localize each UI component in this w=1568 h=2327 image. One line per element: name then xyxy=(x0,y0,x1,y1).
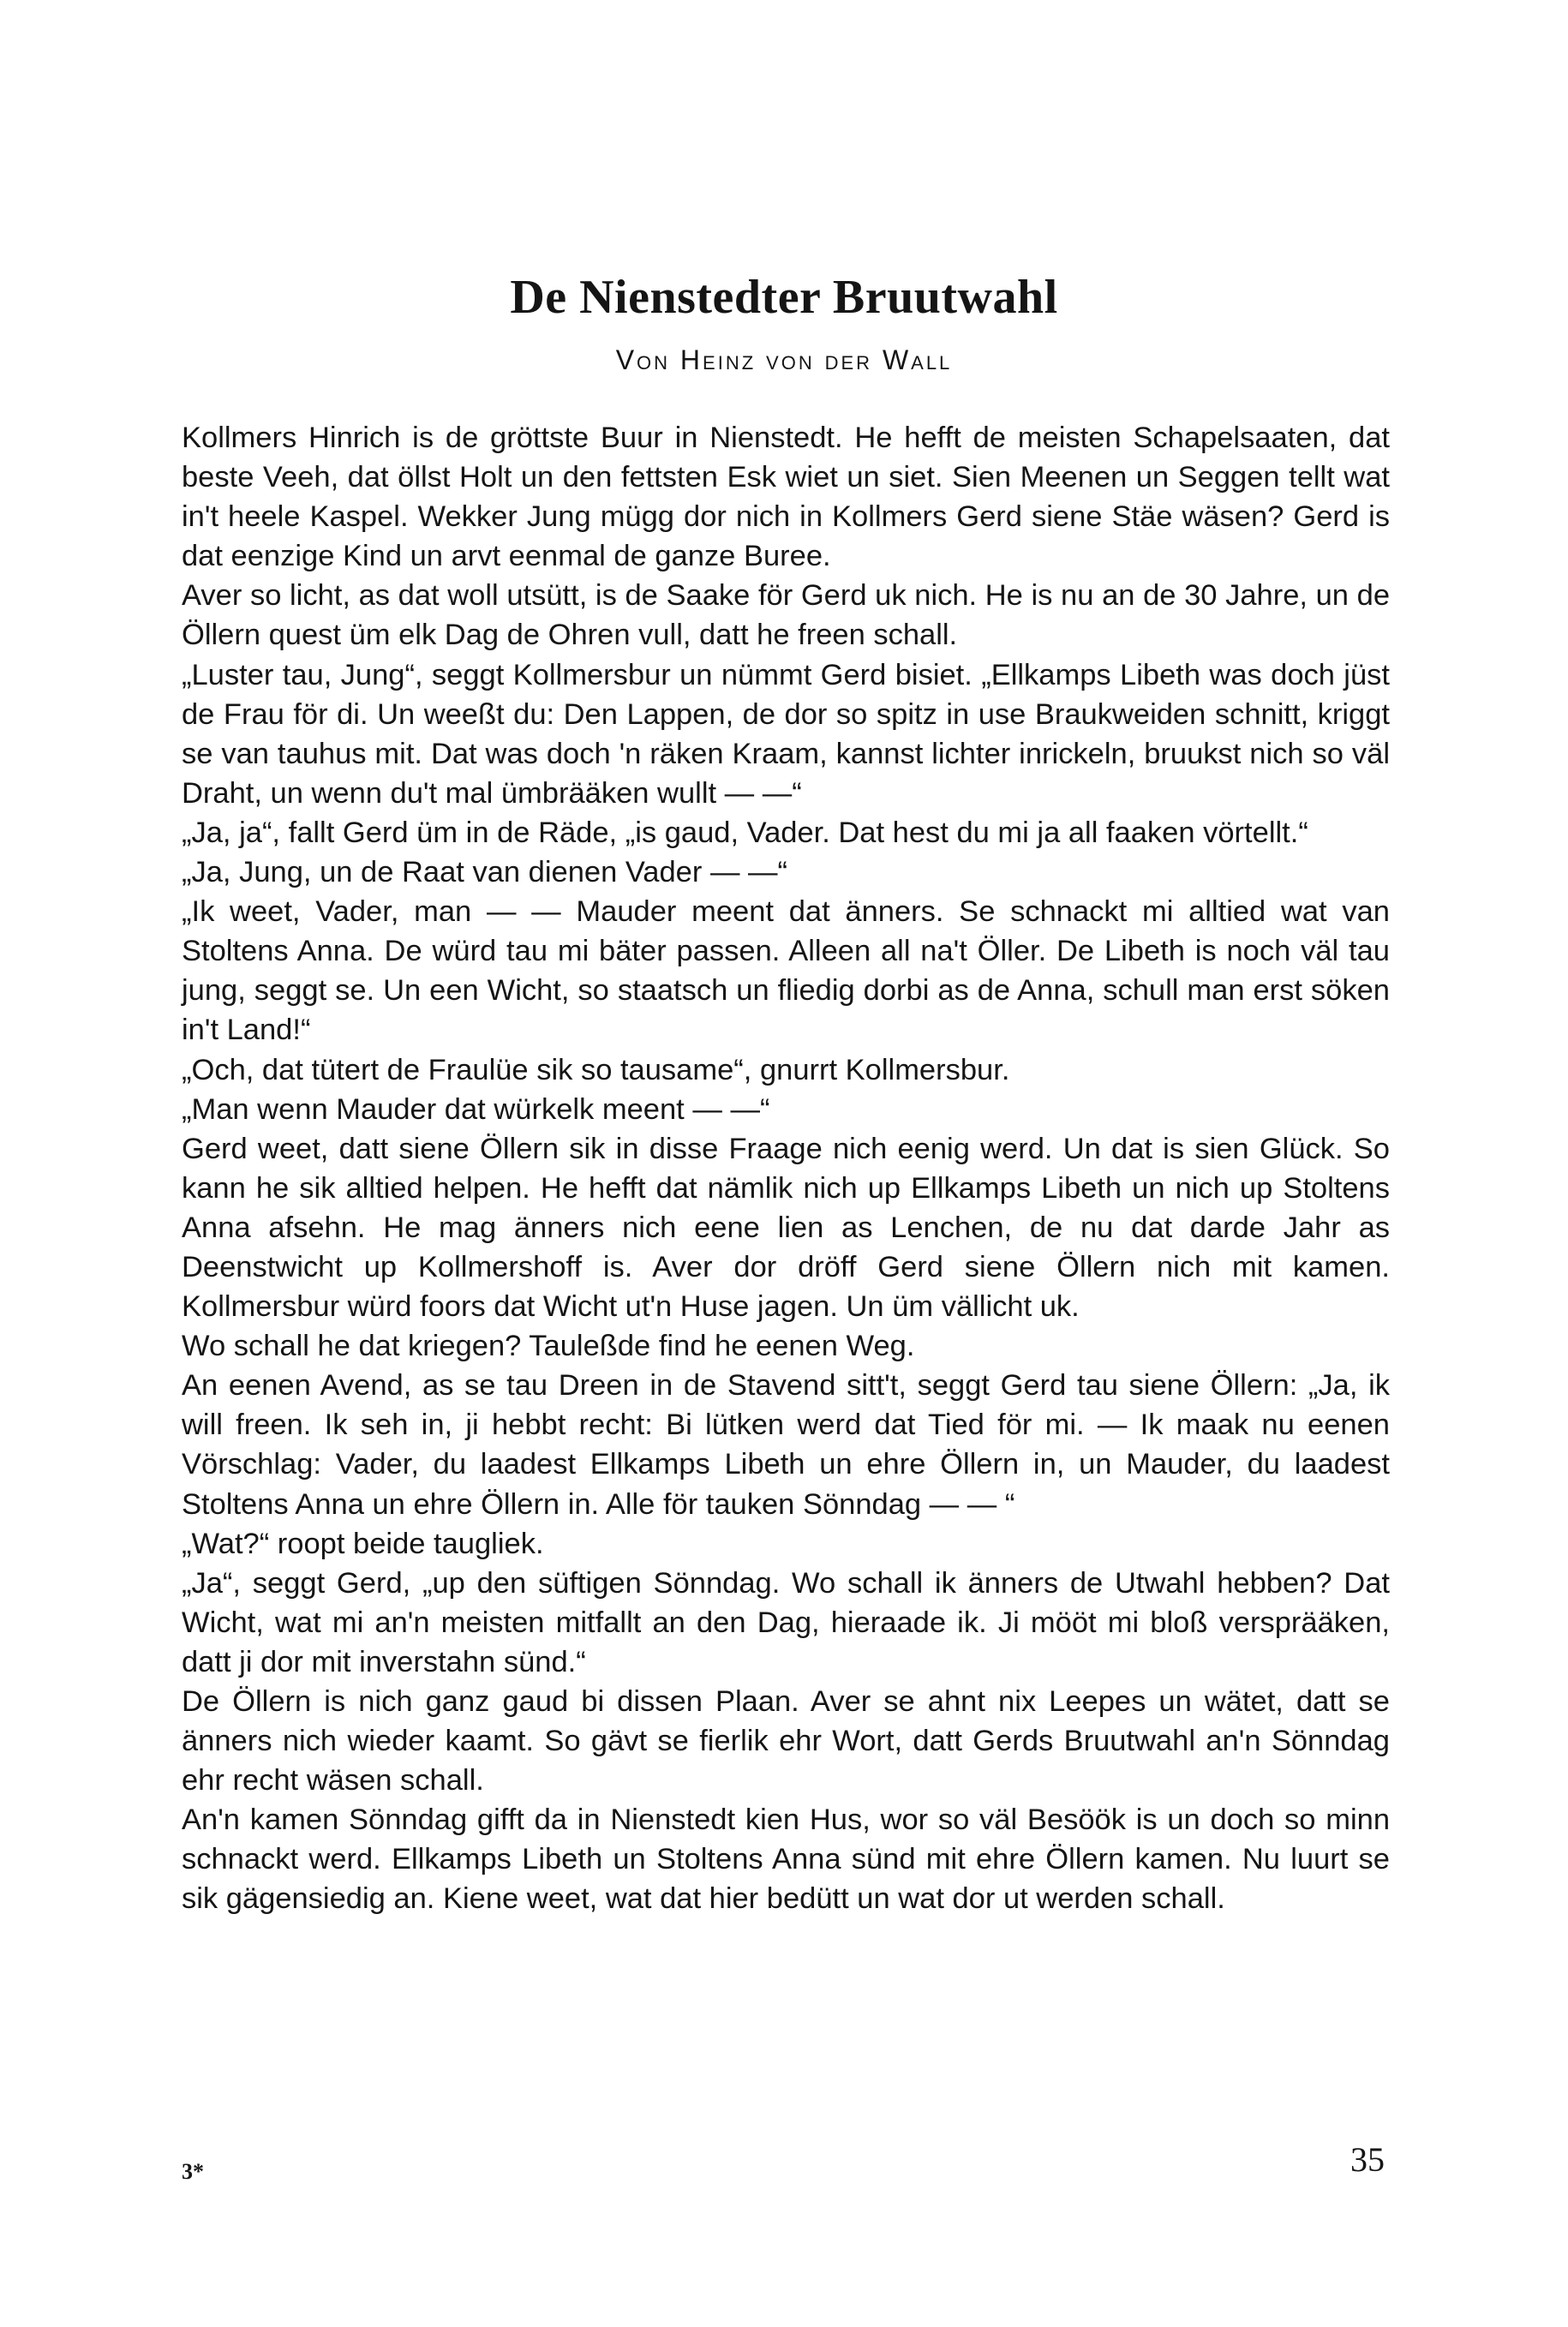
paragraph: An'n kamen Sönndag gifft da in Nienstedt kien Hus, wor so väl Besöök is un doch so minn schnackt werd. Ellkamps Libeth un Stoltens Anna sünd mit ehre Öllern kamen. Nu luurt se sik gägensiedig an. Kiene weet, wat dat hier bedütt un wat dor ut werden schall. xyxy=(182,1804,1390,1916)
article-body xyxy=(182,418,1390,1919)
paragraph: An eenen Avend, as se tau Dreen in de Stavend sitt't, seggt Gerd tau siene Öllern: „Ja, ik will freen. Ik seh in, ji hebbt recht: Bi lütken werd dat Tied för mi. — Ik maak nu eenen Vörschlag: Vader, du laadest Ellkamps Libeth un ehre Öllern in, un Mauder, du laadest Stoltens Anna un ehre Öllern in. Alle för tauken Sönndag — — “ xyxy=(182,1369,1390,1521)
paragraph: „Ja“, seggt Gerd, „up den süftigen Sönndag. Wo schall ik änners de Utwahl hebben? Dat Wicht, wat mi an'n meisten mitfallt an den Dag, hieraade ik. Ji mööt mi bloß versprääken, datt ji dor mit inverstahn sünd.“ xyxy=(182,1566,1390,1678)
paragraph: „Man wenn Mauder dat würkelk meent — —“ xyxy=(182,1092,770,1126)
byline: Von Heinz von der Wall xyxy=(615,344,953,375)
page-number: 35 xyxy=(1350,2140,1385,2179)
signature-mark: 3* xyxy=(182,2159,204,2184)
paragraph: „Luster tau, Jung“, seggt Kollmersbur un nümmt Gerd bisiet. „Ellkamps Libeth was doch jüst de Frau för di. Un weeßt du: Den Lappen, de dor so spitz in use Braukweiden schnitt, kriggt se van tauhus mit. Dat was doch 'n räken Kraam, kannst lichter inrickeln, bruukst nich so väl Draht, un wenn du't mal ümbrääken wullt — —“ xyxy=(182,658,1390,810)
paragraph: De Öllern is nich ganz gaud bi dissen Plaan. Aver se ahnt nix Leepes un wätet, datt se änners nich wieder kaamt. So gävt se fierlik ehr Wort, datt Gerds Bruutwahl an'n Sönndag ehr recht wäsen schall. xyxy=(182,1685,1390,1798)
paragraph: Wo schall he dat kriegen? Tauleßde find he eenen Weg. xyxy=(182,1330,915,1363)
page-title: De Nienstedter Bruutwahl xyxy=(510,271,1058,324)
paragraph: „Wat?“ roopt beide taugliek. xyxy=(182,1527,544,1560)
paragraph: Gerd weet, datt siene Öllern sik in disse Fraage nich eenig werd. Un dat is sien Glück. So kann he sik alltied helpen. He hefft dat nämlik nich up Ellkamps Libeth un nich up Stoltens Anna afsehn. He mag änners nich eene lien as Lenchen, de nu dat darde Jahr as Deenstwicht up Kollmershoff is. Aver dor dröff Gerd siene Öllern nich mit kamen. Kollmersbur würd foors dat Wicht ut'n Huse jagen. Un üm vällicht uk. xyxy=(182,1132,1390,1324)
paragraph: Aver so licht, as dat woll utsütt, is de Saake för Gerd uk nich. He is nu an de 30 Jahre, un de Öllern quest üm elk Dag de Ohren vull, datt he freen schall. xyxy=(182,579,1390,652)
paragraph: „Ja, ja“, fallt Gerd üm in de Räde, „is gaud, Vader. Dat hest du mi ja all faaken vörtellt.“ xyxy=(182,816,1308,849)
paragraph: „Ja, Jung, un de Raat van dienen Vader — —“ xyxy=(182,856,788,889)
paragraph: „Ik weet, Vader, man — — Mauder meent dat änners. Se schnackt mi alltied wat van Stoltens Anna. De würd tau mi bäter passen. Alleen all na't Öller. De Libeth is noch väl tau jung, seggt se. Un een Wicht, so staatsch un fliedig dorbi as de Anna, schull man erst söken in't Land!“ xyxy=(182,895,1390,1047)
paragraph: „Och, dat tütert de Fraulüe sik so tausame“, gnurrt Kollmersbur. xyxy=(182,1053,1010,1086)
paragraph: Kollmers Hinrich is de gröttste Buur in Nienstedt. He hefft de meisten Schapelsaaten, dat beste Veeh, dat öllst Holt un den fettsten Esk wiet un siet. Sien Meenen un Seggen tellt wat in't heele Kaspel. Wekker Jung mügg dor nich in Kollmers Gerd siene Stäe wäsen? Gerd is dat eenzige Kind un arvt eenmal de ganze Buree. xyxy=(182,422,1390,573)
